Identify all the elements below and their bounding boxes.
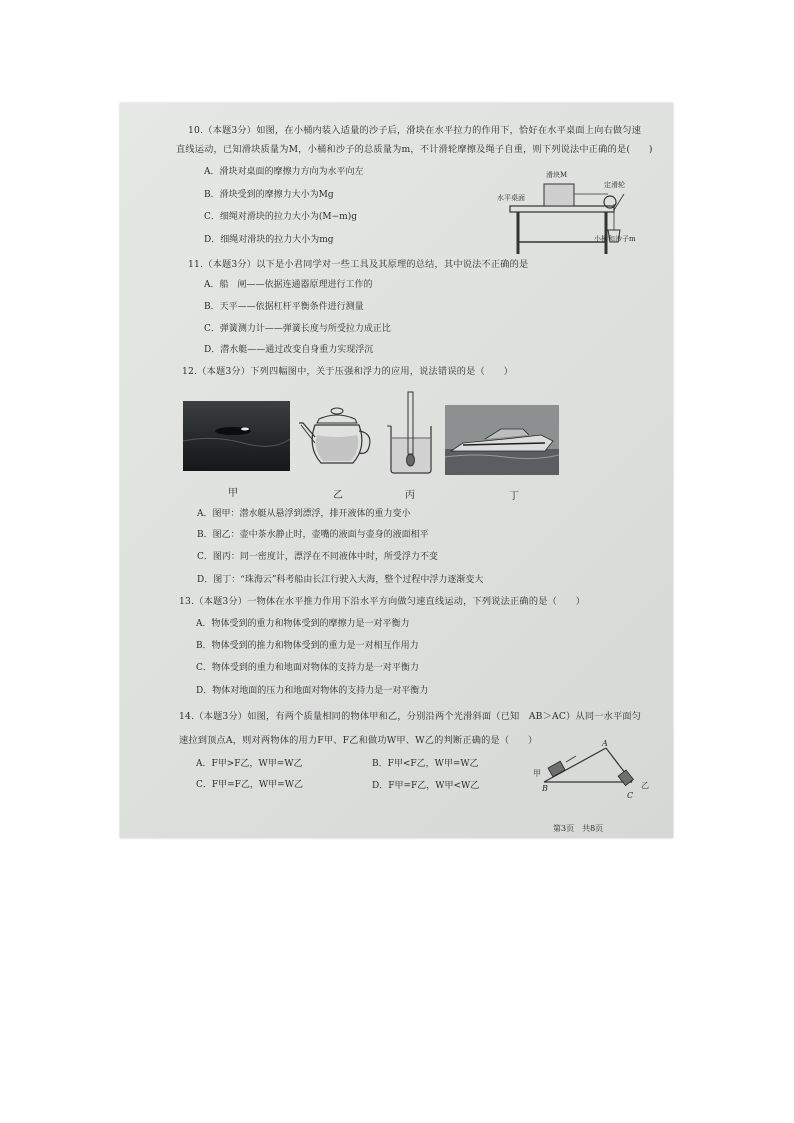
q10-label-table: 水平桌面 [497, 194, 525, 202]
q10-option-c: C．细绳对滑块的拉力大小为(M−m)g [204, 212, 357, 222]
q11-option-c: C．弹簧测力计——弹簧长度与所受拉力成正比 [204, 324, 391, 334]
page-number-footer: 第3页 共8页 [553, 824, 604, 833]
q14-option-b: B．F甲<F乙，W甲=W乙 [372, 759, 479, 769]
q12-hydrometer-figure [383, 390, 439, 475]
q12-caption-bing: 丙 [405, 490, 415, 501]
q10-label-block: 滑块M [546, 171, 568, 179]
q14-option-d: D．F甲=F乙，W甲<W乙 [372, 781, 480, 791]
q11-option-d: D．潜水艇——通过改变自身重力实现浮沉 [204, 345, 374, 355]
q13-option-c: C．物体受到的重力和地面对物体的支持力是一对平衡力 [196, 663, 419, 673]
q14-label-a: A [602, 739, 608, 748]
q12-option-a: A．图甲：潜水艇从悬浮到漂浮，排开液体的重力变小 [197, 509, 411, 519]
q13-stem: 13.（本题3分）一物体在水平推力作用下沿水平方向做匀速直线运动，下列说法正确的是（ ） [179, 596, 586, 607]
q14-label-c: C [627, 791, 634, 800]
block-m [544, 184, 574, 206]
q10-option-b: B．滑块受到的摩擦力大小为Mg [204, 190, 334, 200]
q14-option-c: C．F甲=F乙，W甲=W乙 [196, 780, 303, 790]
q12-caption-yi: 乙 [333, 490, 343, 501]
table-top [510, 206, 614, 212]
q10-stem-line2: 直线运动，已知滑块质量为M，小桶和沙子的总质量为m，不计滑轮摩擦及绳子自重，则下列说法中正确的是( ) [176, 144, 653, 155]
q10-option-a: A．滑块对桌面的摩擦力方向为水平向左 [204, 167, 364, 177]
q10-option-d: D．细绳对滑块的拉力大小为mg [204, 235, 334, 245]
q12-teapot-figure [297, 403, 377, 473]
q13-option-b: B．物体受到的推力和物体受到的重力是一对相互作用力 [196, 641, 419, 651]
q10-stem-line1: 10.（本题3分）如图，在小桶内装入适量的沙子后，滑块在水平拉力的作用下，恰好在水平桌面上向右做匀速 [188, 125, 642, 136]
q13-option-a: A．物体受到的重力和物体受到的摩擦力是一对平衡力 [196, 619, 410, 629]
q12-option-d: D．图丁：“珠海云”科考船由长江行驶入大海，整个过程中浮力逐渐变大 [197, 575, 484, 585]
q13-option-d: D．物体对地面的压力和地面对物体的支持力是一对平衡力 [196, 686, 429, 696]
q12-caption-jia: 甲 [228, 488, 238, 499]
q12-ship-photo [445, 405, 559, 475]
q12-caption-ding: 丁 [509, 491, 519, 502]
q11-stem: 11.（本题3分）以下是小君同学对一些工具及其原理的总结，其中说法不正确的是 [188, 259, 529, 270]
q11-option-a: A．船 闸——依据连通器原理进行工作的 [204, 280, 373, 290]
q14-option-a: A．F甲>F乙，W甲=W乙 [196, 759, 303, 769]
q12-option-b: B．图乙：壶中茶水静止时，壶嘴的液面与壶身的液面相平 [197, 530, 429, 540]
q14-stem-line1: 14.（本题3分）如图，有两个质量相同的物体甲和乙，分别沿两个光滑斜面（已知 AB＞AC）从同一水平面匀 [179, 711, 642, 722]
q14-label-jia: 甲 [533, 769, 541, 778]
q12-submarine-photo [183, 401, 290, 471]
q14-label-b: B [542, 784, 548, 793]
q14-incline-figure [530, 740, 660, 802]
q12-option-c: C．图丙：同一密度计，漂浮在不同液体中时，所受浮力不变 [197, 552, 438, 562]
q14-label-yi: 乙 [641, 781, 649, 790]
q11-option-b: B．天平——依据杠杆平衡条件进行测量 [204, 302, 364, 312]
q14-stem-line2: 速拉到顶点A，则对两物体的用力F甲、F乙和做功W甲、W乙的判断正确的是（ ） [179, 735, 538, 746]
q12-stem: 12.（本题3分）下列四幅图中，关于压强和浮力的应用，说法错误的是（ ） [182, 366, 514, 377]
q10-label-bucket: 小桶和沙子m [594, 235, 636, 243]
q10-label-pulley: 定滑轮 [604, 181, 625, 189]
